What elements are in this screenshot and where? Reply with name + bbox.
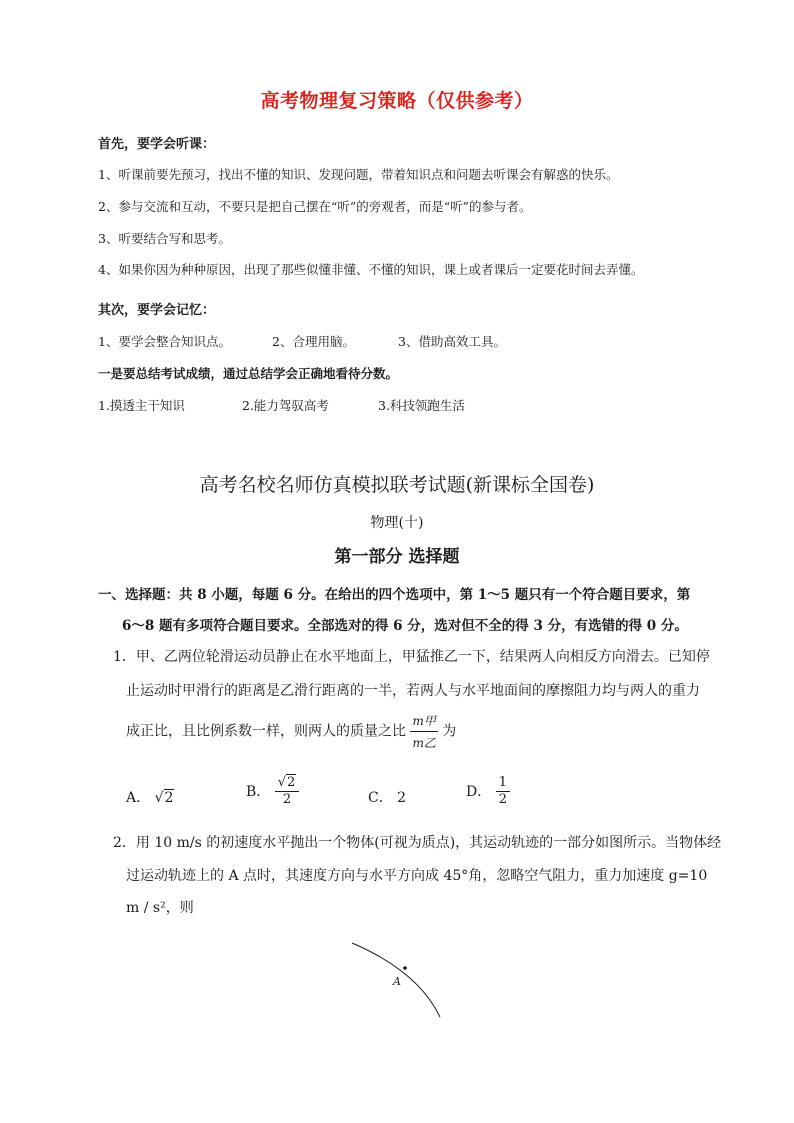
listen-item-3: 3、听要结合写和思考。 <box>98 231 231 246</box>
memory-item-1: 1、要学会整合知识点。 <box>98 334 231 349</box>
option-c-label: C． <box>368 790 393 806</box>
fraction-denominator: m乙 <box>412 736 436 750</box>
option-b-fraction <box>275 775 300 807</box>
part-title: 第一部分 选择题 <box>334 547 460 567</box>
q1-line-2: 止运动时甲滑行的距离是乙滑行距离的一半，若两人与水平地面间的摩擦阻力均与两人的重力 <box>126 683 700 699</box>
q1-line-3 <box>126 712 456 751</box>
instruction-line-1: 一、选择题：共 8 小题，每题 6 分。在给出的四个选项中，第 1～5 题只有一个符合题目要求，第 <box>98 587 691 603</box>
option-b-label: B． <box>246 784 271 800</box>
summary-line: 一是要总结考试成绩，通过总结学会正确地看待分数。 <box>98 366 399 381</box>
memory-item-2: 2、合理用脑。 <box>272 334 355 349</box>
q2-line-3: m / s²，则 <box>126 900 194 916</box>
fraction-numerator: m甲 <box>410 712 437 732</box>
q1-option-a <box>126 787 174 807</box>
strategy-title: 高考物理复习策略（仅供参考） <box>260 90 534 112</box>
option-a-radicand: 2 <box>164 790 174 806</box>
option-b-radicand: 2 <box>287 775 296 790</box>
q2-line-2: 过运动轨迹上的 A 点时，其速度方向与水平方向成 45°角，忽略空气阻力，重力加速度 g=10 <box>126 868 708 884</box>
q1-option-d <box>466 775 510 807</box>
option-c-value: 2 <box>397 790 407 806</box>
listen-item-4: 4、如果你因为种种原因，出现了那些似懂非懂、不懂的知识，课上或者课后一定要花时间去弄懂。 <box>98 262 644 277</box>
listen-item-2: 2、参与交流和互动，不要只是把自己摆在“听”的旁观者，而是“听”的参与者。 <box>98 199 532 214</box>
sqrt-symbol: √2 <box>277 775 296 790</box>
summary-item-3: 3.科技领跑生活 <box>378 398 465 413</box>
option-d-numerator: 1 <box>496 775 510 792</box>
listen-item-1: 1、听课前要先预习，找出不懂的知识、发现问题，带着知识点和问题去听课会有解惑的快乐。 <box>98 167 619 182</box>
q1-line-3-text: 成正比，且比例系数一样，则两人的质量之比 <box>126 723 406 740</box>
exam-title: 高考名校名师仿真模拟联考试题(新课标全国卷) <box>199 474 595 496</box>
listen-heading: 首先，要学会听课： <box>98 137 216 152</box>
q2-line-1: 2．用 10 m/s 的初速度水平抛出一个物体(可视为质点)，其运动轨迹的一部分如图所示。当物体经 <box>113 835 722 851</box>
summary-item-2: 2.能力驾驭高考 <box>242 398 329 413</box>
option-b-denominator: 2 <box>282 792 292 807</box>
q1-line-3-end: 为 <box>442 723 457 740</box>
exam-subject: 物理(十) <box>370 515 424 531</box>
memory-heading: 其次，要学会记忆： <box>98 303 216 318</box>
instruction-line-2: 6～8 题有多项符合题目要求。全部选对的得 6 分，选对但不全的得 3 分，有选错的得 0 分。 <box>122 618 688 634</box>
q1-option-b <box>246 775 299 807</box>
sqrt-symbol: √2 <box>154 790 174 806</box>
option-d-denominator: 2 <box>498 792 507 807</box>
q1-line-1: 1．甲、乙两位轮滑运动员静止在水平地面上，甲猛推乙一下，结果两人向相反方向滑去。已知停 <box>113 649 710 665</box>
option-d-fraction <box>496 775 510 807</box>
point-a-marker <box>403 966 407 970</box>
q1-option-c <box>368 787 406 807</box>
option-d-label: D． <box>466 784 492 800</box>
point-a-label: A <box>393 975 401 988</box>
summary-item-1: 1.摸透主干知识 <box>98 398 185 413</box>
trajectory-figure <box>340 935 460 1025</box>
memory-item-3: 3、借助高效工具。 <box>398 334 506 349</box>
mass-ratio-fraction <box>410 712 437 751</box>
option-a-label: A． <box>126 790 151 806</box>
